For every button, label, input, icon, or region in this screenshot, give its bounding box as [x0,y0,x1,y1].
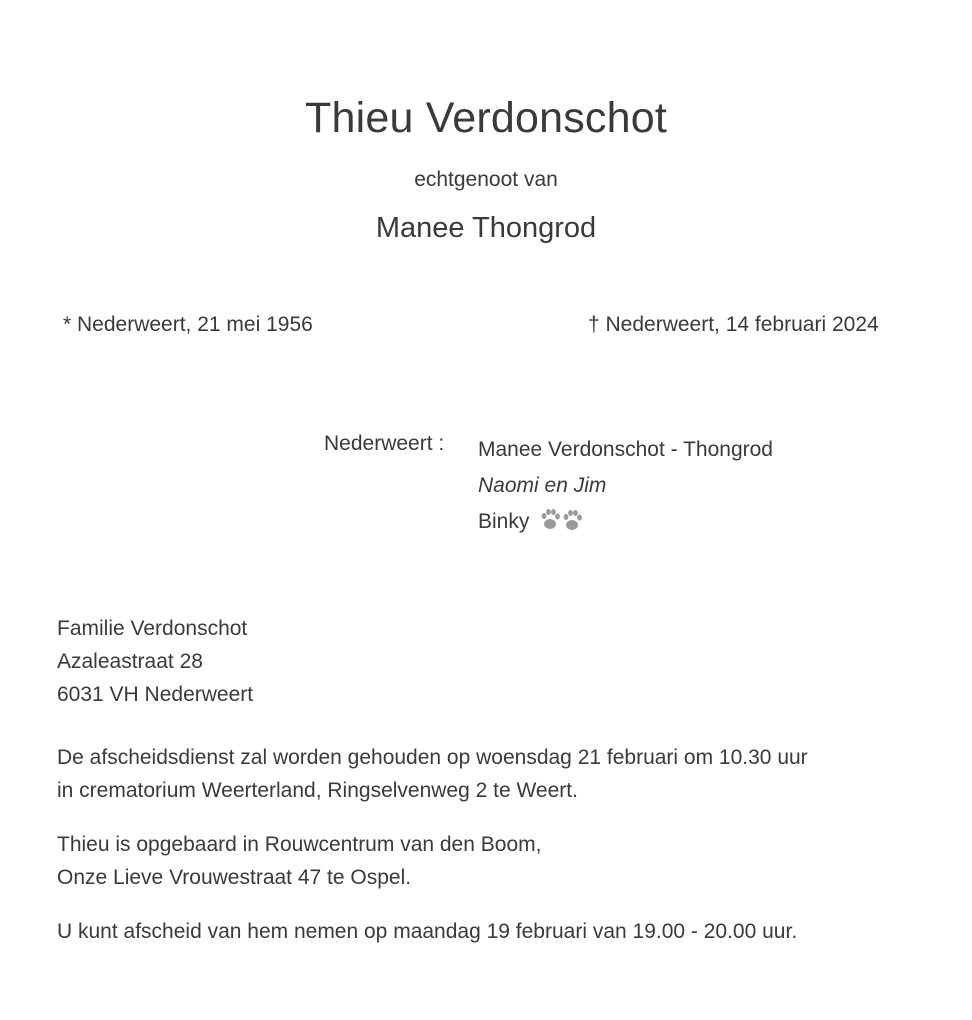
viewing-location-paragraph [57,828,541,894]
address-line: Azaleastraat 28 [57,650,203,673]
family-list [478,432,773,545]
service-paragraph [57,741,808,807]
family-member-label: Binky [478,510,530,533]
family-member: Manee Verdonschot - Thongrod [478,438,773,461]
address-line: Familie Verdonschot [57,617,248,640]
paw-prints-icon [539,507,585,545]
family-place: Nederweert : [324,432,445,455]
family-member: Naomi en Jim [478,474,607,497]
paragraph-line: U kunt afscheid van hem nemen op maandag 19 februari van 19.00 - 20.00 uur. [57,920,798,943]
paragraph-line: De afscheidsdienst zal worden gehouden op woensdag 21 februari om 10.30 uur [57,746,808,769]
paragraph-line: in crematorium Weerterland, Ringselvenweg 2 te Weert. [57,779,578,802]
relation-label: echtgenoot van [414,168,558,191]
paragraph-line: Thieu is opgebaard in Rouwcentrum van den Boom, [57,833,542,856]
visiting-hours-paragraph [57,915,797,948]
death-line: † Nederweert, 14 februari 2024 [588,313,879,336]
family-member-pet [478,504,773,545]
paragraph-line: Onze Lieve Vrouwestraat 47 te Ospel. [57,866,412,889]
spouse-name: Manee Thongrod [375,212,597,244]
birth-line: * Nederweert, 21 mei 1956 [63,313,313,336]
family-address [57,612,253,711]
deceased-name: Thieu Verdonschot [305,94,667,142]
address-line: 6031 VH Nederweert [57,683,254,706]
